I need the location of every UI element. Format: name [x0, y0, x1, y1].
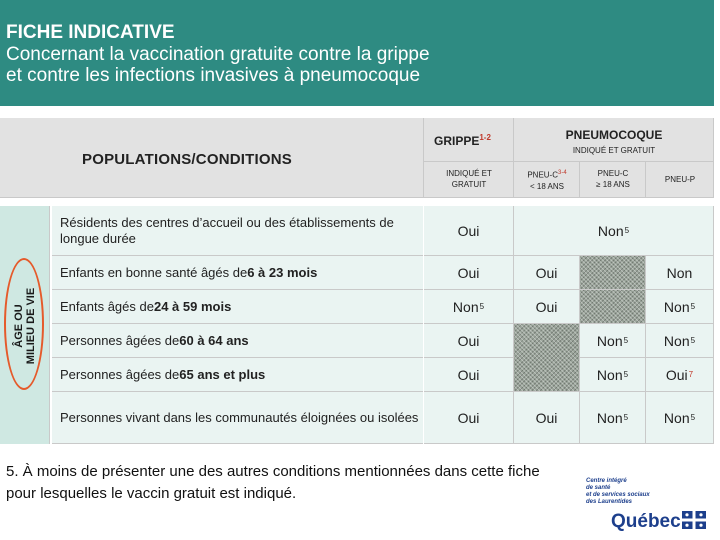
- row-residents-pneumo: Non 5: [514, 206, 714, 256]
- footnote-line2: pour lesquelles le vaccin gratuit est indiqué.: [6, 485, 297, 502]
- footnote: [6, 461, 666, 505]
- footnote-line1: 5. À moins de présenter une des autres conditions mentionnées dans cette fiche: [6, 463, 540, 480]
- row-65-plus-grippe: Oui: [424, 358, 514, 392]
- pneumocoque-header: PNEUMOCOQUE: [565, 128, 663, 142]
- row-label-communautes-isolees: Personnes vivant dans les communautés éloignées ou isolées: [52, 392, 423, 444]
- populations-header-cell: [0, 118, 424, 198]
- row-6-23-pneu-c1: Oui: [514, 256, 580, 290]
- populations-label: POPULATIONS/CONDITIONS: [82, 151, 292, 168]
- row-isolees-pneu-c2: Non 5: [580, 392, 646, 444]
- document-title: FICHE INDICATIVE: [6, 22, 175, 43]
- row-label-residents: Résidents des centres d’accueil ou des établissements de longue durée: [52, 206, 423, 256]
- quebec-wordmark: Québec: [611, 511, 681, 532]
- row-label-65-plus: Personnes âgées de 65 ans et plus: [52, 358, 423, 392]
- fleur-de-lis-flag-icon: [682, 511, 706, 529]
- cisss-quebec-logo: [586, 478, 716, 533]
- row-isolees-grippe: Oui: [424, 392, 514, 444]
- document-subtitle-line2: et contre les infections invasives à pneumocoque: [6, 65, 421, 86]
- row-60-64-grippe: Oui: [424, 324, 514, 358]
- grippe-subheader: INDIQUÉ ET GRATUIT: [446, 169, 492, 189]
- row-label-24-59-mois: Enfants âgés de 24 à 59 mois: [52, 290, 423, 324]
- grippe-header-cell: [424, 118, 514, 162]
- row-label-60-64-ans: Personnes âgées de 60 à 64 ans: [52, 324, 423, 358]
- col-pneu-c-under-18: PNEU-$C^{3-4}$ < 18 ANS: [514, 162, 580, 198]
- row-65-plus-pneu-p: Oui 7: [646, 358, 714, 392]
- row-6-23-pneu-c2-na: [580, 256, 646, 290]
- age-sidebar-label: ÂGE OU MILIEU DE VIE: [13, 287, 37, 365]
- row-60-64-pneu-c2: Non 5: [580, 324, 646, 358]
- row-24-59-pneu-p: Non 5: [646, 290, 714, 324]
- grippe-subheader-cell: [424, 162, 514, 198]
- document-subtitle-line1: Concernant la vaccination gratuite contre la grippe: [6, 44, 430, 65]
- col-pneu-p: PNEU-P: [646, 162, 714, 198]
- pneumocoque-subtitle: INDIQUÉ ET GRATUIT: [572, 146, 656, 155]
- row-label-6-23-mois: Enfants en bonne santé âgés de 6 à 23 mois: [52, 256, 423, 290]
- document-header: [0, 0, 714, 106]
- row-65-plus-pneu-c2: Non 5: [580, 358, 646, 392]
- row-residents-grippe: Oui: [424, 206, 514, 256]
- row-60-64-pneu-p: Non 5: [646, 324, 714, 358]
- row-24-59-pneu-c2-na: [580, 290, 646, 324]
- highlight-oval: [4, 258, 44, 390]
- row-24-59-grippe: Non 5: [424, 290, 514, 324]
- organization-name: Centre intégré de santé et de services sociaux des Laurentides: [586, 478, 650, 505]
- row-isolees-pneu-p: Non 5: [646, 392, 714, 444]
- row-isolees-pneu-c1: Oui: [514, 392, 580, 444]
- pneumocoque-header-cell: [514, 118, 714, 162]
- row-6-23-pneu-p: Non: [646, 256, 714, 290]
- grippe-header: GRIPPE$^{1-2}$: [434, 133, 491, 148]
- col-pneu-c-18-plus: PNEU-C ≥ 18 ANS: [580, 162, 646, 198]
- row-6-23-grippe: Oui: [424, 256, 514, 290]
- row-24-59-pneu-c1: Oui: [514, 290, 580, 324]
- row-60-plus-pneu-c1-na: [514, 324, 580, 392]
- vaccination-table: [0, 118, 714, 444]
